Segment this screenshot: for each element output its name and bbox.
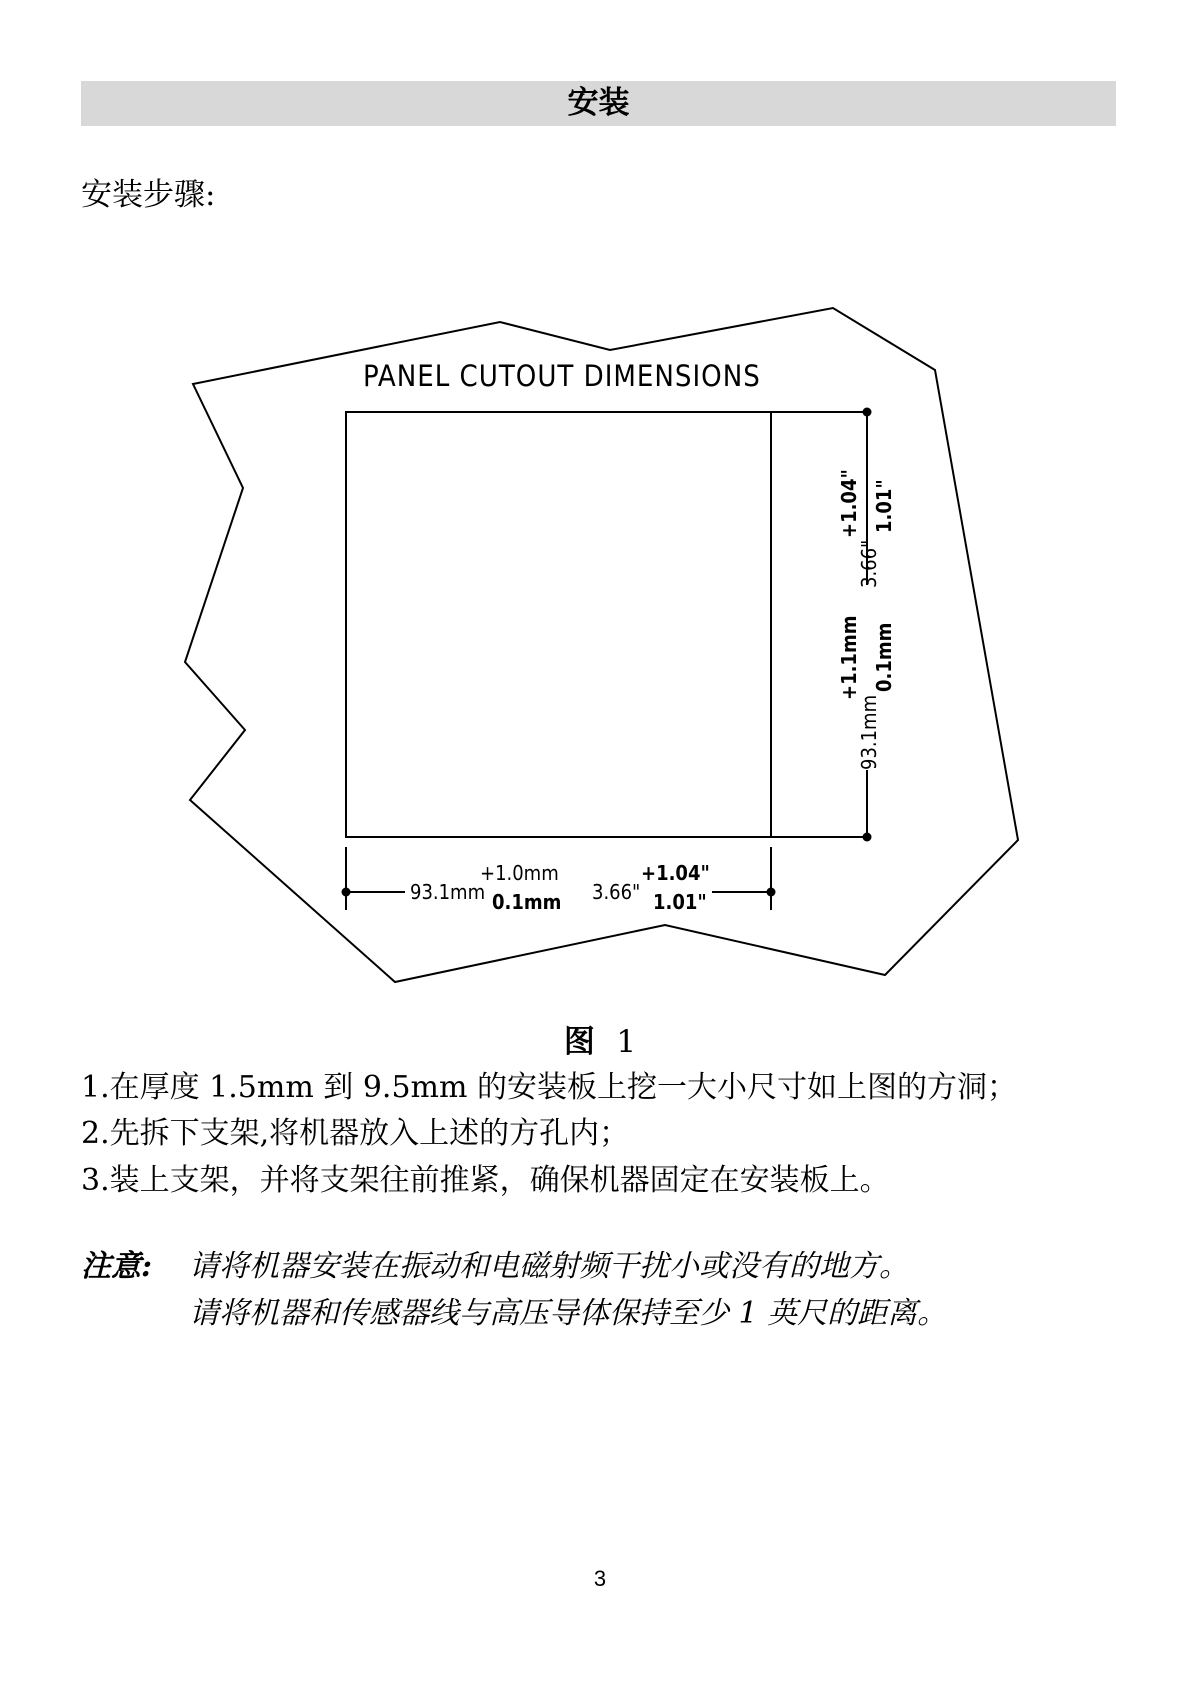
right-inch-minus: 1.01" <box>872 479 896 533</box>
note-text-1: 请将机器安装在振动和电磁射频干扰小或没有的地方。 <box>189 1249 909 1284</box>
page-number: 3 <box>593 1566 607 1591</box>
right-mm-minus: 0.1mm <box>872 622 896 692</box>
section-title: 安装 <box>567 85 630 121</box>
note-line-1 <box>81 1247 909 1287</box>
note-line-2 <box>81 1294 947 1334</box>
bottom-dimension <box>342 847 776 914</box>
right-inch-plus: +1.04" <box>837 469 861 538</box>
bottom-inch-minus: 1.01" <box>653 890 707 914</box>
cutout-square <box>346 412 771 837</box>
figure-caption <box>0 1022 1200 1062</box>
right-mm-value: 93.1mm <box>857 694 881 770</box>
section-title-bar <box>81 81 1116 126</box>
bottom-inch-plus: +1.04" <box>641 861 710 885</box>
right-dimension <box>771 408 896 842</box>
panel-cutout-figure <box>180 300 1030 990</box>
figure-caption-number: 1 <box>616 1024 637 1060</box>
step-2: 2.先拆下支架,将机器放入上述的方孔内； <box>81 1116 630 1151</box>
bottom-mm-value: 93.1mm <box>410 880 486 904</box>
bottom-inch-value: 3.66" <box>592 880 641 904</box>
bottom-mm-plus: +1.0mm <box>480 861 559 885</box>
figure-caption-label: 图 <box>563 1024 595 1060</box>
figure-title: PANEL CUTOUT DIMENSIONS <box>363 359 761 393</box>
right-inch-value: 3.66" <box>857 539 881 588</box>
right-mm-plus: +1.1mm <box>837 615 861 700</box>
steps-heading: 安装步骤: <box>81 177 216 213</box>
note-text-2: 请将机器和传感器线与高压导体保持至少 1 英尺的距离。 <box>189 1296 948 1331</box>
step-3: 3.装上支架，并将支架往前推紧，确保机器固定在安装板上。 <box>81 1163 890 1198</box>
step-1: 1.在厚度 1.5mm 到 9.5mm 的安装板上挖一大小尺寸如上图的方洞； <box>81 1070 1017 1105</box>
bottom-mm-minus: 0.1mm <box>492 890 562 914</box>
note-label: 注意: <box>81 1249 153 1284</box>
